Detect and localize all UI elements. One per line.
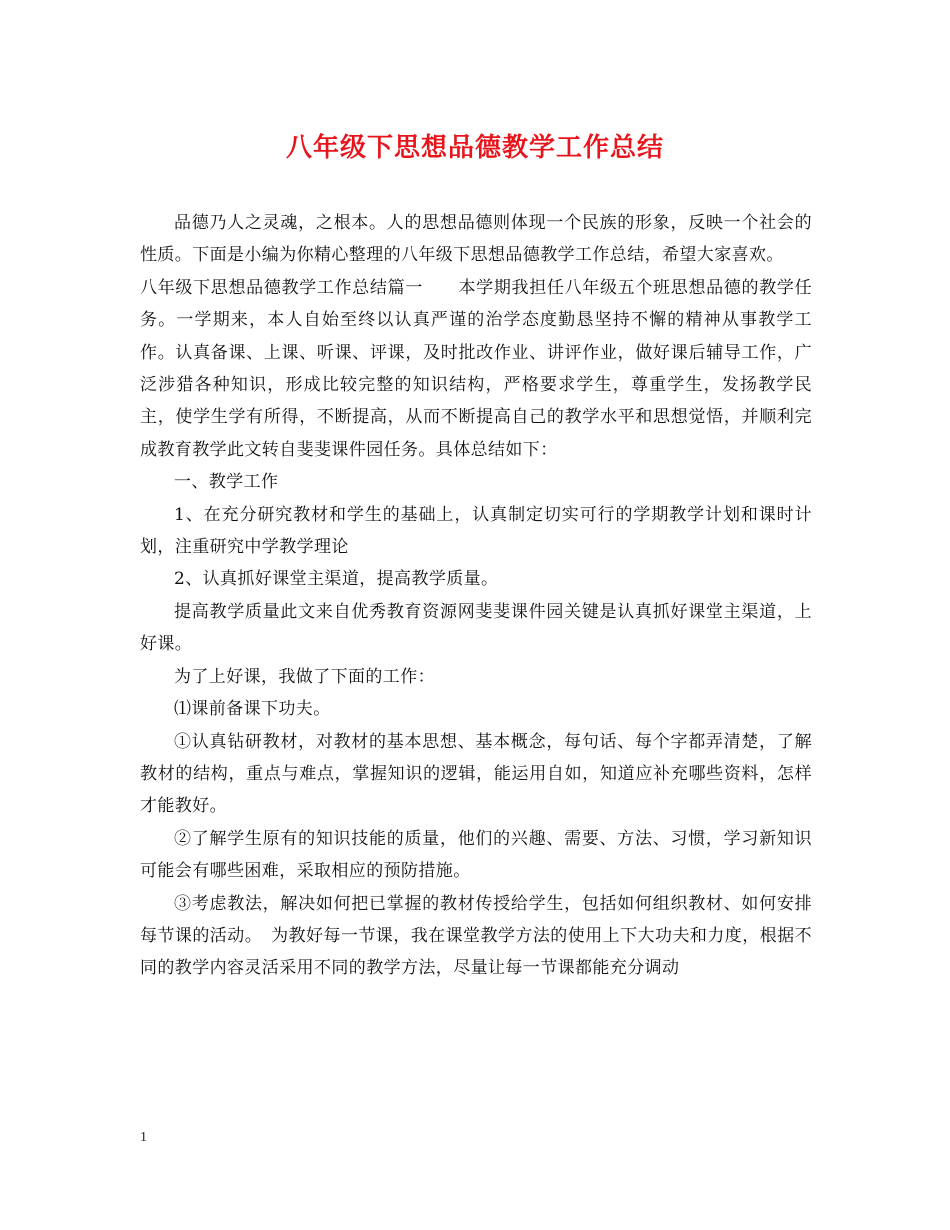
paragraph-item-1: 1、在充分研究教材和学生的基础上，认真制定切实可行的学期教学计划和课时计划，注重研究中学教学理论: [140, 504, 812, 558]
paragraph-teaching-quality: 提高教学质量此文来自优秀教育资源网斐斐课件园关键是认真抓好课堂主渠道，上好课。: [140, 601, 812, 655]
paragraph-lesson-prep: ⑴课前备课下功夫。: [174, 699, 331, 720]
paragraph-item-2: 2、认真抓好课堂主渠道，提高教学质量。: [174, 569, 499, 590]
page-number: 1: [140, 1130, 147, 1145]
paragraph-intro: 品德乃人之灵魂，之根本。人的思想品德则体现一个民族的形象，反映一个社会的性质。下面是小编为你精心整理的八年级下思想品德教学工作总结，希望大家喜欢。: [140, 213, 812, 266]
paragraph-point-2: ②了解学生原有的知识技能的质量，他们的兴趣、需要、方法、习惯，学习新知识可能会有哪些困难，采取相应的预防措施。: [140, 828, 812, 882]
document-title: 八年级下思想品德教学工作总结: [285, 133, 664, 163]
document-body: [140, 207, 812, 985]
paragraph-point-1: ①认真钻研教材，对教材的基本思想、基本概念，每句话、每个字都弄清楚，了解教材的结构，重点与难点，掌握知识的逻辑，能运用自如，知道应补充哪些资料，怎样才能教好。: [140, 731, 812, 817]
paragraph-summary-part-one: 八年级下思想品德教学工作总结篇一 本学期我担任八年级五个班思想品德的教学任务。一学期来，本人自始至终以认真严谨的治学态度勤恳坚持不懈的精神从事教学工作。认真备课、上课、听课、评课，及时批改作业、讲评作业，做好课后辅导工作，广泛涉猎各种知识，形成比较完整的知识结构，严格要求学生，尊重学生，发扬教学民主，使学生学有所得，不断提高，从而不断提高自己的教学水平和思想觉悟，并顺利完成教育教学此文转自斐斐课件园任务。具体总结如下：: [140, 277, 812, 460]
paragraph-point-3: ③考虑教法，解决如何把已掌握的教材传授给学生，包括如何组织教材、如何安排每节课的活动。 为教好每一节课，我在课堂教学方法的使用上下大功夫和力度，根据不同的教学内容灵活采用不同的教学方法，尽量让每一节课都能充分调动: [140, 893, 812, 979]
section-heading-teaching-work: 一、教学工作: [174, 472, 279, 493]
paragraph-work-done: 为了上好课，我做了下面的工作：: [174, 666, 435, 687]
